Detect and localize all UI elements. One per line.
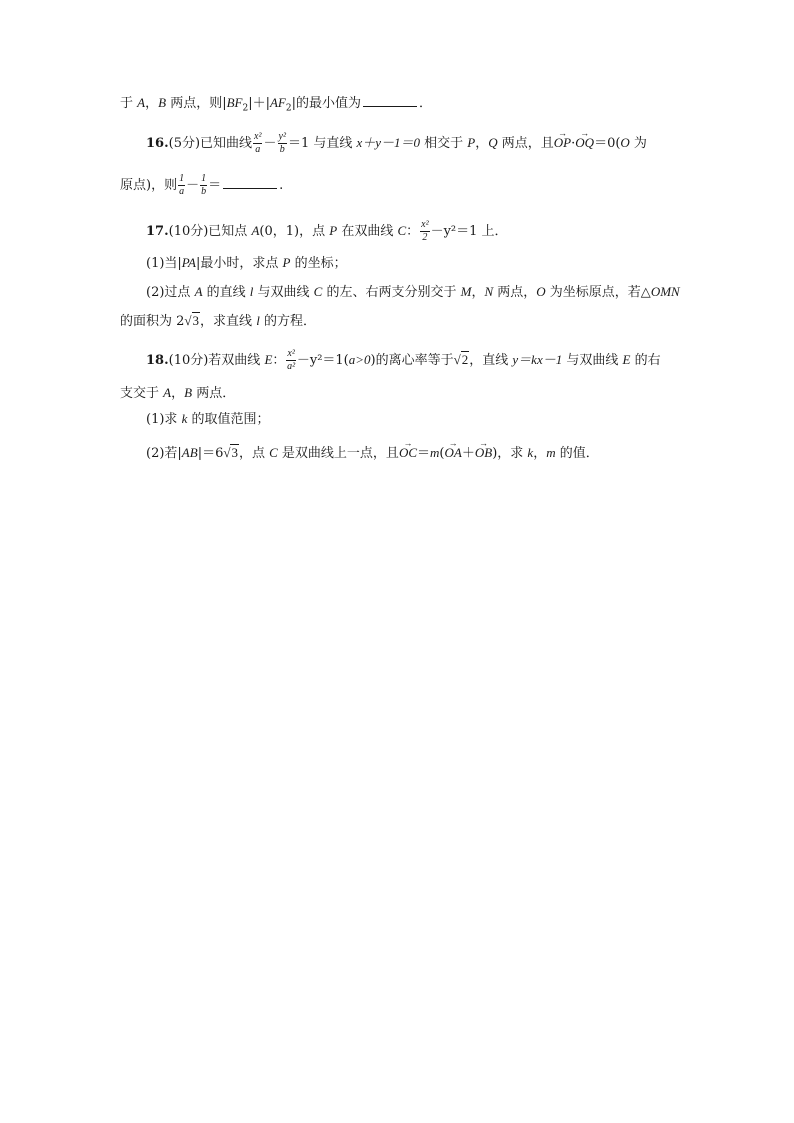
text: ： bbox=[272, 353, 286, 368]
variable-k: k bbox=[527, 445, 534, 460]
q17-part-1 bbox=[146, 254, 347, 272]
text: 两点． bbox=[192, 386, 236, 401]
text: 两点，则| bbox=[166, 96, 227, 111]
text: 相交于 bbox=[420, 136, 468, 151]
line-equation: y＝kx－1 bbox=[512, 352, 563, 367]
text: 的坐标； bbox=[290, 256, 347, 271]
curve-e: E bbox=[622, 352, 631, 367]
text: 的左、右两支分别交于 bbox=[322, 285, 461, 300]
vector-oa: → OA bbox=[444, 444, 461, 462]
point-a: A bbox=[194, 284, 203, 299]
point-a: A bbox=[137, 95, 146, 110]
fraction: $\frac{\text{x²}}{2}$ bbox=[421, 219, 429, 243]
q17-part-2-line-2 bbox=[120, 312, 316, 330]
vector-ob: → OB bbox=[475, 444, 492, 462]
text: ＋ bbox=[461, 446, 475, 461]
text: 的直线 bbox=[202, 285, 250, 300]
fraction: $\frac{\text{x²}}{\text{a²}}$ bbox=[287, 348, 296, 372]
question-number: 16. bbox=[146, 136, 169, 151]
q16-line-2 bbox=[120, 173, 284, 197]
point-q: Q bbox=[488, 135, 498, 150]
q18-part-1 bbox=[146, 410, 269, 428]
curve-c: C bbox=[313, 284, 323, 299]
text: ，点 bbox=[299, 224, 330, 239]
text: |＋| bbox=[248, 96, 270, 111]
point-m: M bbox=[460, 284, 472, 299]
point-a: A bbox=[163, 385, 172, 400]
text: ，直线 bbox=[469, 353, 513, 368]
text: )的离心率等于 bbox=[370, 353, 454, 368]
text: ： bbox=[406, 224, 420, 239]
text: 与双曲线 bbox=[253, 285, 314, 300]
text: 的值． bbox=[555, 446, 599, 461]
text: (2)若| bbox=[146, 446, 182, 461]
text: ( bbox=[439, 446, 445, 461]
q18-part-2 bbox=[146, 444, 599, 462]
text: · bbox=[571, 136, 576, 151]
text: ，求 bbox=[497, 446, 528, 461]
fraction: $\frac{\text{y²}}{b}$ bbox=[278, 131, 286, 155]
q18-stem-line-1 bbox=[146, 348, 661, 372]
point-p: P bbox=[329, 223, 338, 238]
segment-af: AF bbox=[269, 95, 286, 110]
question-number: 17. bbox=[146, 224, 169, 239]
text: (10分)若双曲线 bbox=[168, 353, 265, 368]
text: 原点)，则 bbox=[120, 178, 178, 193]
segment-bf: BF bbox=[226, 95, 243, 110]
point-o: O bbox=[620, 135, 630, 150]
text: (10分)已知点 bbox=[168, 224, 252, 239]
line-equation: x＋y－1＝0 bbox=[356, 135, 421, 150]
text: |的最小值为 bbox=[291, 96, 361, 111]
fraction: $\frac{\text{x²}}{a}$ bbox=[254, 131, 262, 155]
text: ) bbox=[492, 446, 498, 461]
point-p: P bbox=[282, 255, 291, 270]
line-l: l bbox=[249, 284, 254, 299]
vector-oq: → OQ bbox=[575, 134, 594, 152]
sqrt: √3 bbox=[223, 445, 238, 460]
text: －y²＝1 上． bbox=[430, 224, 508, 239]
text: 两点，且 bbox=[497, 136, 554, 151]
q16-line-1 bbox=[146, 131, 647, 155]
text: ， bbox=[471, 285, 485, 300]
coordinates: (0，1) bbox=[259, 224, 300, 239]
text: 的方程． bbox=[259, 314, 316, 329]
text: 的取值范围； bbox=[187, 412, 270, 427]
q17-part-2-line-1 bbox=[146, 283, 680, 301]
text: 两点， bbox=[493, 285, 537, 300]
text: ，点 bbox=[238, 446, 270, 461]
text: ， bbox=[533, 446, 547, 461]
q17-stem bbox=[146, 219, 508, 243]
point-b: B bbox=[158, 95, 167, 110]
text: ＝1 与直线 bbox=[287, 136, 357, 151]
text: |最小时，求点 bbox=[196, 256, 283, 271]
q15-continuation bbox=[120, 94, 432, 112]
text: －y²＝1( bbox=[296, 353, 349, 368]
text: ， bbox=[171, 386, 185, 401]
text: (5分)已知曲线 bbox=[168, 136, 253, 151]
segment-ab: AB bbox=[181, 445, 198, 460]
point-b: B bbox=[184, 385, 193, 400]
text: ， bbox=[145, 96, 159, 111]
answer-blank[interactable] bbox=[363, 94, 417, 107]
answer-blank[interactable] bbox=[223, 176, 277, 189]
text: ＝ bbox=[208, 178, 222, 193]
variable-m: m bbox=[546, 445, 556, 460]
text: |＝6 bbox=[197, 446, 224, 461]
sqrt: √3 bbox=[184, 313, 200, 328]
subscript: 2 bbox=[285, 103, 292, 114]
point-p: P bbox=[467, 135, 476, 150]
vector-op: → OP bbox=[554, 134, 571, 152]
fraction: $\frac{1}{a}$ bbox=[179, 173, 185, 197]
text: 支交于 bbox=[120, 386, 164, 401]
segment-pa: PA bbox=[181, 255, 197, 270]
point-a: A bbox=[251, 223, 260, 238]
line-l: l bbox=[256, 313, 260, 328]
text: 的右 bbox=[630, 353, 661, 368]
text: － bbox=[263, 136, 277, 151]
text: ． bbox=[418, 96, 432, 111]
text: ＝0( bbox=[594, 136, 621, 151]
text: (2)过点 bbox=[146, 285, 195, 300]
subscript: 2 bbox=[242, 103, 249, 114]
question-number: 18. bbox=[146, 353, 169, 368]
condition: a>0 bbox=[348, 352, 371, 367]
curve-e: E bbox=[264, 352, 273, 367]
sqrt: √2 bbox=[453, 352, 469, 367]
curve-c: C bbox=[397, 223, 407, 238]
vector-oc: → OC bbox=[399, 444, 417, 462]
text: － bbox=[186, 178, 200, 193]
text: (1)当| bbox=[146, 256, 182, 271]
text: . bbox=[279, 178, 284, 193]
triangle-omn: OMN bbox=[650, 284, 680, 299]
point-o: O bbox=[536, 284, 546, 299]
text: ， bbox=[475, 136, 489, 151]
text: ，求直线 bbox=[200, 314, 257, 329]
point-n: N bbox=[484, 284, 494, 299]
text: 与双曲线 bbox=[562, 353, 623, 368]
q18-stem-line-2 bbox=[120, 384, 235, 402]
text: 于 bbox=[120, 96, 138, 111]
text: ＝ bbox=[417, 446, 431, 461]
variable-k: k bbox=[181, 411, 188, 426]
text: 为坐标原点，若△ bbox=[545, 285, 651, 300]
text: 为 bbox=[629, 136, 647, 151]
text: (1)求 bbox=[146, 412, 182, 427]
text: 在双曲线 bbox=[337, 224, 398, 239]
text: 的面积为 2 bbox=[120, 314, 185, 329]
text: 是双曲线上一点，且 bbox=[277, 446, 399, 461]
fraction: $\frac{1}{b}$ bbox=[201, 173, 207, 197]
variable-m: m bbox=[430, 445, 440, 460]
point-c: C bbox=[269, 445, 278, 460]
